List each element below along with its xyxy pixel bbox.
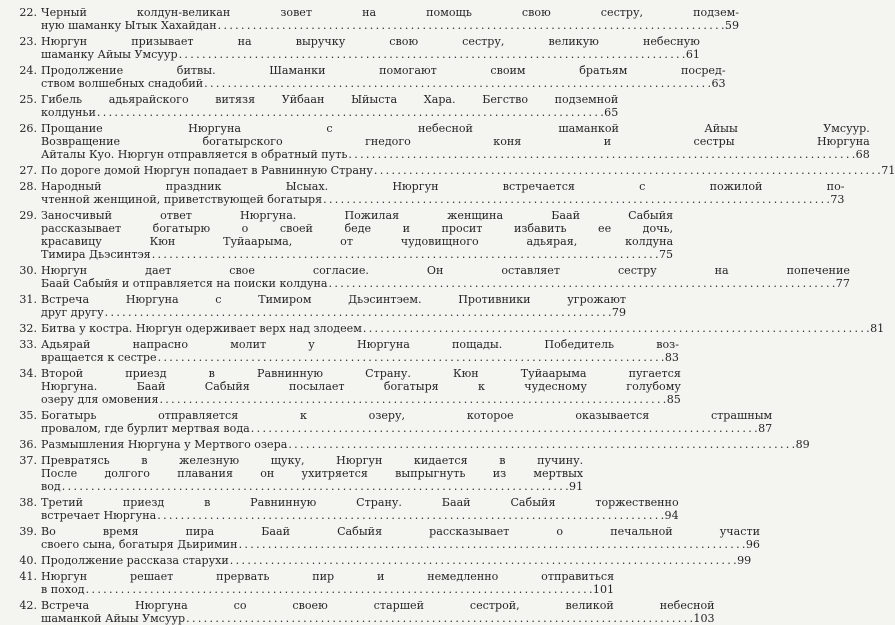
dot-leader [230,554,736,567]
dot-leader [323,193,829,206]
entry-line: Нюргун решает прервать пир и немедленно отправиться [41,570,615,583]
entry-text [41,554,751,567]
entry-last-line [41,538,760,551]
toc-entry [10,209,674,261]
entry-text [41,64,726,90]
entry-line: Черный колдун-великан зовет на помощь свою сестру, подзем- [41,6,740,19]
entry-line: Встреча Нюргуна с Тимиром Дьэсинтэем. Противники угрожают [41,293,627,306]
page-number: 101 [592,583,615,596]
entry-line: Битва у костра. Нюргун одерживает верх над злодеем [41,322,362,335]
entry-last-line [41,164,895,177]
toc-entry [10,93,619,119]
entry-line: По дороге домой Нюргун попадает в Равнинную Страну [41,164,373,177]
entry-text [41,322,884,335]
entry-line: Продолжение рассказа старухи [41,554,229,567]
entry-line: Во время пира Баай Сабыйя рассказывает о печальной участи [41,525,760,538]
entry-number: 40. [19,554,37,567]
entry-line: Тимира Дьэсинтэя [41,248,151,261]
entry-line: озеру для омовения [41,393,159,406]
entry-line: Гибель адьярайского витязя Уйбаан Ыйыста Хара. Бегство подземной [41,93,619,106]
entry-last-line [41,277,850,290]
page-number: 81 [870,322,885,335]
entry-last-line [41,351,679,364]
entry-line: Прощание Нюргуна с небесной шаманкой Айыы Умсуур. [41,122,870,135]
entry-last-line [41,106,618,119]
entry-text [41,454,583,493]
entry-last-line [41,248,673,261]
page-number: 63 [711,77,726,90]
entry-line: Второй приезд в Равнинную Страну. Кюн Туйаарыма пугается [41,367,681,380]
entry-text [41,338,679,364]
entry-line: Богатырь отправляется к озеру, которое оказывается страшным [41,409,773,422]
entry-number: 34. [19,367,37,380]
entry-line: Айталы Куо. Нюргун отправляется в обратный путь [41,148,348,161]
entry-text [41,93,618,119]
toc-entry [10,6,740,32]
entry-number: 23. [19,35,37,48]
dot-leader [239,538,745,551]
toc-entry [10,409,773,435]
entry-text [41,209,673,261]
entry-text [41,180,845,206]
page-number: 87 [758,422,773,435]
toc-entry [10,322,885,335]
entry-text [41,438,810,451]
entry-line: Встреча Нюргуна со своею старшей сестрой, великой небесной [41,599,715,612]
dot-leader [105,306,611,319]
entry-line: шаманкой Айыы Умсуур [41,612,186,625]
entry-number: 41. [19,570,37,583]
dot-leader [86,583,592,596]
entry-text [41,496,679,522]
entry-last-line [41,480,583,493]
entry-line: вод [41,480,61,493]
entry-line: вращается к сестре [41,351,157,364]
entry-line: ством волшебных снадобий [41,77,204,90]
page-number: 99 [737,554,752,567]
page-number: 61 [685,48,700,61]
entry-last-line [41,193,845,206]
entry-text [41,367,681,406]
entry-line: Возвращение богатырского гнедого коня и сестры Нюргуна [41,135,870,148]
page-number: 65 [604,106,619,119]
entry-line: ную шаманку Ытык Хахайдан [41,19,217,32]
entry-text [41,164,895,177]
page-number: 103 [693,612,715,625]
page-number: 79 [611,306,627,319]
entry-last-line [41,306,626,319]
dot-leader [329,277,835,290]
page-number: 75 [658,248,674,261]
toc-entry [10,264,850,290]
entry-text [41,122,870,161]
entry-line: провалом, где бурлит мертвая вода [41,422,250,435]
entry-line: Нюргуна. Баай Сабыйя посылает богатыря к чудесному голубому [41,380,681,393]
page-number: 73 [830,193,845,206]
entry-line: Нюргун дает свое согласие. Он оставляет сестру на попечение [41,264,850,277]
entry-number: 28. [19,180,37,193]
entry-last-line [41,554,751,567]
entry-number: 33. [19,338,37,351]
dot-leader [179,48,685,61]
entry-text [41,293,626,319]
entry-line: После долгого плавания он ухитряется выпрыгнуть из мертвых [41,467,584,480]
page-number: 71 [881,164,895,177]
entry-last-line [41,583,614,596]
toc-entry [10,164,895,177]
entry-number: 30. [19,264,37,277]
entry-last-line [41,77,726,90]
toc-entry [10,122,870,161]
dot-leader [62,480,568,493]
entry-last-line [41,48,700,61]
entry-number: 37. [19,454,37,467]
page-number: 77 [835,277,850,290]
toc-entry [10,180,845,206]
page-number: 83 [664,351,679,364]
dot-leader [186,612,692,625]
entry-last-line [41,393,681,406]
entry-text [41,525,760,551]
entry-line: своего сына, богатыря Дьиримин [41,538,238,551]
dot-leader [158,351,664,364]
page-number: 68 [855,148,870,161]
dot-leader [218,19,724,32]
dot-leader [204,77,710,90]
dot-leader [152,248,658,261]
dot-leader [97,106,603,119]
page-number: 94 [664,509,679,522]
toc-entry [10,554,752,567]
toc-entry [10,525,760,551]
page-number: 59 [724,19,740,32]
entry-line: Баай Сабыйя и отправляется на поиски колдуна [41,277,328,290]
toc-entry [10,496,679,522]
entry-number: 27. [19,164,37,177]
entry-line: красавицу Кюн Туйаарыма, от чудовищного адьярая, колдуна [41,235,674,248]
page-number: 85 [666,393,681,406]
entry-text [41,35,700,61]
entry-number: 24. [19,64,37,77]
page-number: 96 [745,538,760,551]
entry-last-line [41,422,772,435]
entry-line: Размышления Нюргуна у Мертвого озера [41,438,288,451]
entry-last-line [41,19,739,32]
toc-entry [10,570,615,596]
entry-text [41,599,715,625]
entry-number: 31. [19,293,37,306]
entry-number: 26. [19,122,37,135]
dot-leader [157,509,663,522]
toc-entry [10,367,681,406]
entry-line: в поход [41,583,85,596]
entry-line: чтенной женщиной, приветствующей богатыря [41,193,323,206]
entry-line: рассказывает богатырю о своей беде и просит избавить ее дочь, [41,222,674,235]
entry-line: колдуньи [41,106,96,119]
entry-line: Адьярай напрасно молит у Нюргуна пощады. Победитель воз- [41,338,679,351]
entry-text [41,264,850,290]
entry-line: Превратясь в железную щуку, Нюргун кидается в пучину. [41,454,584,467]
dot-leader [159,393,665,406]
toc-entry [10,293,627,319]
entry-line: Третий приезд в Равнинную Страну. Баай Сабыйя торжественно [41,496,679,509]
entry-number: 36. [19,438,37,451]
dot-leader [348,148,854,161]
entry-number: 38. [19,496,37,509]
entry-number: 22. [19,6,37,19]
entry-last-line [41,612,715,625]
toc-entry [10,338,679,364]
entry-line: Нюргун призывает на выручку свою сестру, великую небесную [41,35,700,48]
page-number: 91 [569,480,584,493]
entry-number: 29. [19,209,37,222]
entry-number: 42. [19,599,37,612]
entry-line: Продолжение битвы. Шаманки помогают своим братьям посред- [41,64,726,77]
entry-line: шаманку Айыы Умсуур [41,48,178,61]
entry-last-line [41,509,679,522]
entry-number: 39. [19,525,37,538]
entry-line: Заносчивый ответ Нюргуна. Пожилая женщина Баай Сабыйя [41,209,674,222]
entry-text [41,6,739,32]
entry-last-line [41,322,884,335]
entry-number: 25. [19,93,37,106]
entry-last-line [41,148,870,161]
dot-leader [363,322,869,335]
dot-leader [251,422,757,435]
page-number: 89 [795,438,810,451]
dot-leader [374,164,880,177]
entry-text [41,409,772,435]
entry-line: встречает Нюргуна [41,509,157,522]
toc-entry [10,599,715,625]
entry-line: друг другу [41,306,104,319]
toc-entry [10,454,584,493]
entry-text [41,570,614,596]
entry-last-line [41,438,810,451]
toc-entry [10,64,726,90]
entry-number: 35. [19,409,37,422]
dot-leader [288,438,794,451]
toc-entry [10,35,700,61]
entry-number: 32. [19,322,37,335]
entry-line: Народный праздник Ысыах. Нюргун встречается с пожилой по- [41,180,845,193]
toc-entry [10,438,810,451]
